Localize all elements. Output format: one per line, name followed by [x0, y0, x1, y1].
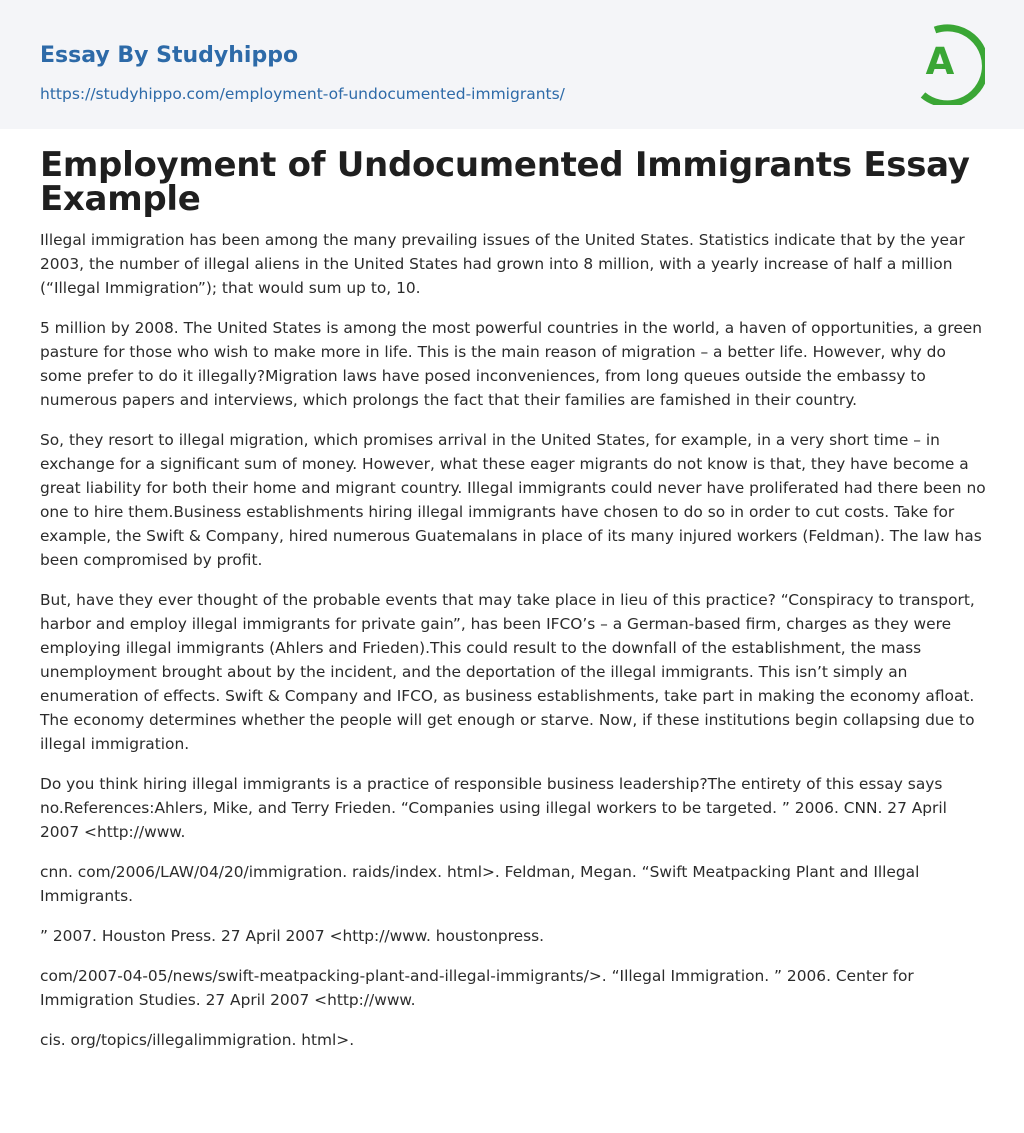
essay-paragraph: com/2007-04-05/news/swift-meatpacking-plant-and-illegal-immigrants/>. “Illegal Immigration. ” 2006. Center for Immigration Studies. 27 April 2007 <http://www. [40, 967, 914, 1009]
essay-paragraph: But, have they ever thought of the probable events that may take place in lieu of this practice? “Conspiracy to transport, harbor and employ illegal immigrants for private gain”, has been IFCO’s – a German-based firm, charges as they were employing illegal immigrants (Ahlers and Frieden).This could result to the downfall of the establishment, the mass unemployment brought about by the incident, and the deportation of the illegal immigrants. This isn’t simply an enumeration of effects. Swift & Company and IFCO, as business establishments, take part in making the economy afloat. The economy determines whether the people will get enough or starve. Now, if these institutions begin collapsing due to illegal immigration. [40, 591, 975, 753]
site-name[interactable]: Essay By Studyhippo [40, 43, 299, 68]
essay-paragraph: Do you think hiring illegal immigrants is a practice of responsible business leadership?The entirety of this essay says no.References:Ahlers, Mike, and Terry Frieden. “Companies using illegal workers to be targeted. ” 2006. CNN. 27 April 2007 <http://www. [40, 775, 947, 841]
page-title: Employment of Undocumented Immigrants Essay Example [40, 145, 970, 219]
essay-paragraph: 5 million by 2008. The United States is among the most powerful countries in the world, a haven of opportunities, a green pasture for those who wish to make more in life. This is the main reason of migration – a better life. However, why do some prefer to do it illegally?Migration laws have posed inconveniences, from long queues outside the embassy to numerous papers and interviews, which prolongs the fact that their families are famished in their country. [40, 319, 983, 409]
essay-paragraph: cnn. com/2006/LAW/04/20/immigration. raids/index. html>. Feldman, Megan. “Swift Meatpacking Plant and Illegal Immigrants. [40, 863, 920, 905]
essay-paragraph: Illegal immigration has been among the many prevailing issues of the United States. Statistics indicate that by the year 2003, the number of illegal aliens in the United States had grown into 8 million, with a yearly increase of half a million (“Illegal Immigration”); that would sum up to, 10. [40, 231, 965, 297]
logo-letter: A [925, 40, 955, 83]
essay-paragraph: cis. org/topics/illegalimmigration. html>. [40, 1031, 355, 1049]
essay-paragraph: ” 2007. Houston Press. 27 April 2007 <http://www. houstonpress. [40, 927, 545, 945]
essay-body [40, 228, 986, 1068]
article-url-link[interactable]: https://studyhippo.com/employment-of-undocumented-immigrants/ [40, 85, 565, 103]
essay-paragraph: So, they resort to illegal migration, which promises arrival in the United States, for example, in a very short time – in exchange for a significant sum of money. However, what these eager migrants do not know is that, they have become a great liability for both their home and migrant country. Illegal immigrants could never have proliferated had there been no one to hire them.Business establishments hiring illegal immigrants have chosen to do so in order to cut costs. Take for example, the Swift & Company, hired numerous Guatemalans in place of its many injured workers (Feldman). The law has been compromised by profit. [40, 431, 986, 569]
